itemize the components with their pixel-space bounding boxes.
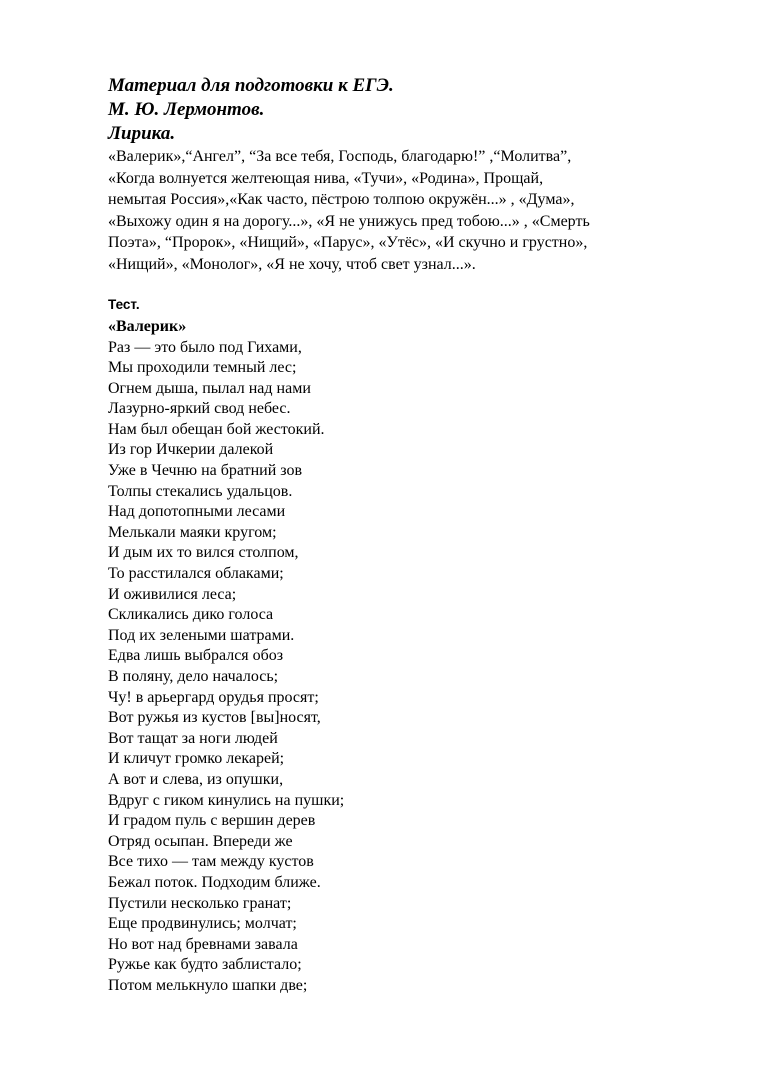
- poem-line: Скликались дико голоса: [108, 606, 274, 624]
- document-page: [108, 74, 738, 997]
- poem-line: И оживилися леса;: [108, 585, 237, 603]
- poem-line: И градом пуль с вершин дерев: [108, 812, 316, 830]
- poem-line: Ружье как будто заблистало;: [108, 956, 302, 974]
- poem-line: Мелькали маяки кругом;: [108, 523, 277, 541]
- poem-line: Но вот над бревнами завала: [108, 935, 298, 953]
- author-name: М. Ю. Лермонтов.: [108, 99, 265, 120]
- works-list: [108, 146, 738, 275]
- poem-line: Бежал поток. Подходим ближе.: [108, 873, 321, 891]
- works-list-line: «Нищий», «Монолог», «Я не хочу, чтоб свет узнал...».: [108, 255, 476, 273]
- document-title: Материал для подготовки к ЕГЭ.: [108, 75, 394, 96]
- poem-line: Вдруг с гиком кинулись на пушки;: [108, 791, 345, 809]
- poem-line: Едва лишь выбрался обоз: [108, 647, 284, 665]
- poem-line: Над допотопными лесами: [108, 503, 286, 521]
- test-label: Тест.: [108, 297, 140, 312]
- poem-line: То расстилался облаками;: [108, 565, 284, 583]
- poem-line: В поляну, дело началось;: [108, 668, 279, 685]
- works-list-line: Поэта», “Пророк», «Нищий», «Парус», «Утёс», «И скучно и грустно»,: [108, 234, 588, 251]
- section-title: Лирика.: [108, 123, 176, 144]
- poem-line: Из гор Ичкерии далекой: [108, 441, 274, 459]
- poem-line: Отряд осыпан. Впереди же: [108, 832, 293, 850]
- poem-line: Под их зелеными шатрами.: [108, 626, 295, 644]
- poem-line: Вот ружья из кустов [вы]носят,: [108, 709, 321, 727]
- works-list-line: «Валерик»,“Ангел”, “За все тебя, Господь, благодарю!” ,“Молитва”,: [108, 148, 572, 165]
- poem-line: Еще продвинулись; молчат;: [108, 915, 297, 933]
- poem-line: Пустили несколько гранат;: [108, 894, 292, 912]
- poem-line: И кличут громко лекарей;: [108, 750, 285, 768]
- poem-line: И дым их то вился столпом,: [108, 544, 299, 562]
- poem-title: «Валерик»: [108, 318, 187, 335]
- poem-line: А вот и слева, из опушки,: [108, 770, 284, 788]
- poem-line: Лазурно-яркий свод небес.: [108, 400, 291, 418]
- poem-line: Уже в Чечню на братний зов: [108, 462, 303, 480]
- poem-text: [108, 338, 738, 997]
- poem-line: Вот тащат за ноги людей: [108, 729, 278, 747]
- poem-line: Чу! в арьергард орудья просят;: [108, 688, 319, 706]
- poem-line: Толпы стекались удальцов.: [108, 482, 293, 500]
- poem-line: Все тихо — там между кустов: [108, 853, 314, 871]
- poem-line: Раз — это было под Гихами,: [108, 338, 302, 356]
- works-list-line: немытая Россия»,«Как часто, пёстрою толпою окружён...» , «Дума»,: [108, 191, 575, 208]
- works-list-line: «Выхожу один я на дорогу...», «Я не унижусь пред тобою...» , «Смерть: [108, 212, 590, 230]
- document-header: [108, 74, 738, 146]
- poem-line: Мы проходили темный лес;: [108, 359, 297, 377]
- poem-line: Нам был обещан бой жестокий.: [108, 420, 325, 438]
- poem-line: Огнем дыша, пылал над нами: [108, 379, 311, 397]
- works-list-line: «Когда волнуется желтеющая нива, «Тучи», «Родина», Прощай,: [108, 169, 544, 187]
- poem-line: Потом мелькнуло шапки две;: [108, 976, 308, 994]
